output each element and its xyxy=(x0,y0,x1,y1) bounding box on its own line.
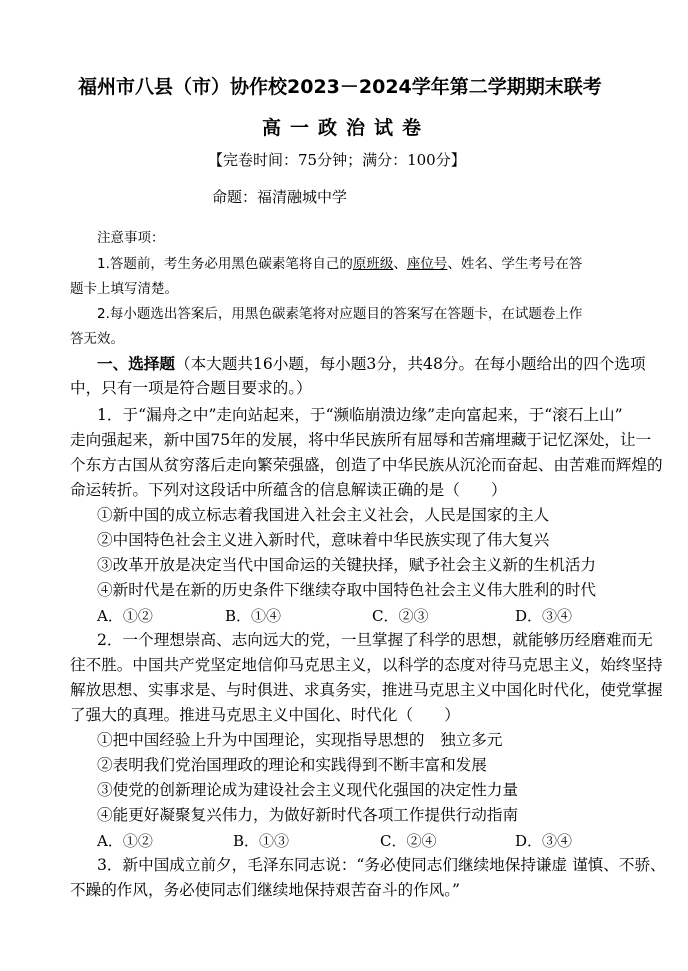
q1-option-a: A．①② xyxy=(97,607,153,625)
q2-option-d: D．③④ xyxy=(515,832,573,850)
exam-title: 福州市八县（市）协作校2023－2024学年第二学期期末联考 xyxy=(78,76,602,98)
q2-option-c: C．②④ xyxy=(380,832,437,850)
q2-option-b: B．①③ xyxy=(233,832,290,850)
note-1-line-2: 题卡上填写清楚。 xyxy=(70,281,178,297)
q2-item-1: ①把中国经验上升为中国理论，实现指导思想的 独立多元 xyxy=(97,731,503,749)
section-1-desc-line-2: 中，只有一项是符合题目要求的。） xyxy=(70,379,312,397)
note-1-underline-class: 原班级 xyxy=(352,256,394,272)
q1-item-1: ①新中国的成立标志着我国进入社会主义社会，人民是国家的主人 xyxy=(97,506,550,524)
q2-option-a: A．①② xyxy=(97,832,153,850)
note-1-underline-seat: 座位号 xyxy=(406,256,448,272)
exam-author: 命题：福清融城中学 xyxy=(212,188,348,206)
q2-stem-line-4: 了强大的真理。推进马克思主义中国化、时代化（ ） xyxy=(70,706,460,724)
q1-option-c: C．②③ xyxy=(372,607,429,625)
q1-option-b: B．①④ xyxy=(225,607,282,625)
q1-stem-line-1: 1．于“漏舟之中”走向站起来，于“濒临崩溃边缘”走向富起来，于“滚石上山” xyxy=(97,406,623,424)
section-1-label: 一、选择题 xyxy=(97,354,175,373)
q2-stem-line-3: 解放思想、实事求是、与时俱进、求真务实，推进马克思主义中国化时代化，使党掌握 xyxy=(70,681,663,699)
note-2-line-2: 答无效。 xyxy=(70,331,124,347)
note-1-text-b: 、姓名、学生考号在答 xyxy=(447,256,583,272)
q1-item-4: ④新时代是在新的历史条件下继续夺取中国特色社会主义伟大胜利的时代 xyxy=(97,581,597,599)
q1-option-d: D．③④ xyxy=(515,607,573,625)
note-1-text-a: 1.答题前，考生务必用黑色碳素笔将自己的 xyxy=(97,256,353,272)
q1-stem-line-2: 走向强起来，新中国75年的发展，将中华民族所有屈辱和苦痛埋藏于记忆深处，让一 xyxy=(70,431,652,449)
q2-stem-line-2: 往不胜。中国共产党坚定地信仰马克思主义，以科学的态度对待马克思主义，始终坚持 xyxy=(70,656,663,674)
section-1-desc-a: （本大题共16小题，每小题3分，共48分。在每小题给出的四个选项 xyxy=(174,355,646,373)
note-1-separator: 、 xyxy=(393,256,407,272)
note-1-line-1 xyxy=(97,254,582,274)
exam-subtitle: 高一政治试卷 xyxy=(262,117,431,139)
q2-item-4: ④能更好凝聚复兴伟力，为做好新时代各项工作提供行动指南 xyxy=(97,806,519,824)
q1-stem-line-3: 个东方古国从贫穷落后走向繁荣强盛，创造了中华民族从沉沦而奋起、由苦难而辉煌的 xyxy=(70,456,663,474)
q1-item-2: ②中国特色社会主义进入新时代，意味着中华民族实现了伟大复兴 xyxy=(97,531,550,549)
exam-info: 【完卷时间：75分钟；满分：100分】 xyxy=(208,151,466,169)
q2-item-3: ③使党的创新理论成为建设社会主义现代化强国的决定性力量 xyxy=(97,781,519,799)
q1-stem-line-4: 命运转折。下列对这段话中所蕴含的信息解读正确的是（ ） xyxy=(70,481,507,499)
q3-stem-line-2: 不躁的作风，务必使同志们继续地保持艰苦奋斗的作风。” xyxy=(70,881,461,899)
notes-heading: 注意事项： xyxy=(97,230,165,246)
section-1-heading xyxy=(97,354,646,374)
q3-stem-line-1: 3．新中国成立前夕，毛泽东同志说：“务必使同志们继续地保持谦虚 谨慎、不骄、 xyxy=(97,856,666,874)
q1-item-3: ③改革开放是决定当代中国命运的关键抉择，赋予社会主义新的生机活力 xyxy=(97,556,597,574)
q2-item-2: ②表明我们党治国理政的理论和实践得到不断丰富和发展 xyxy=(97,756,487,774)
q2-stem-line-1: 2．一个理想崇高、志向远大的党，一旦掌握了科学的思想，就能够历经磨难而无 xyxy=(97,631,653,649)
note-2-line-1: 2.每小题选出答案后，用黑色碳素笔将对应题目的答案写在答题卡，在试题卷上作 xyxy=(97,306,583,322)
